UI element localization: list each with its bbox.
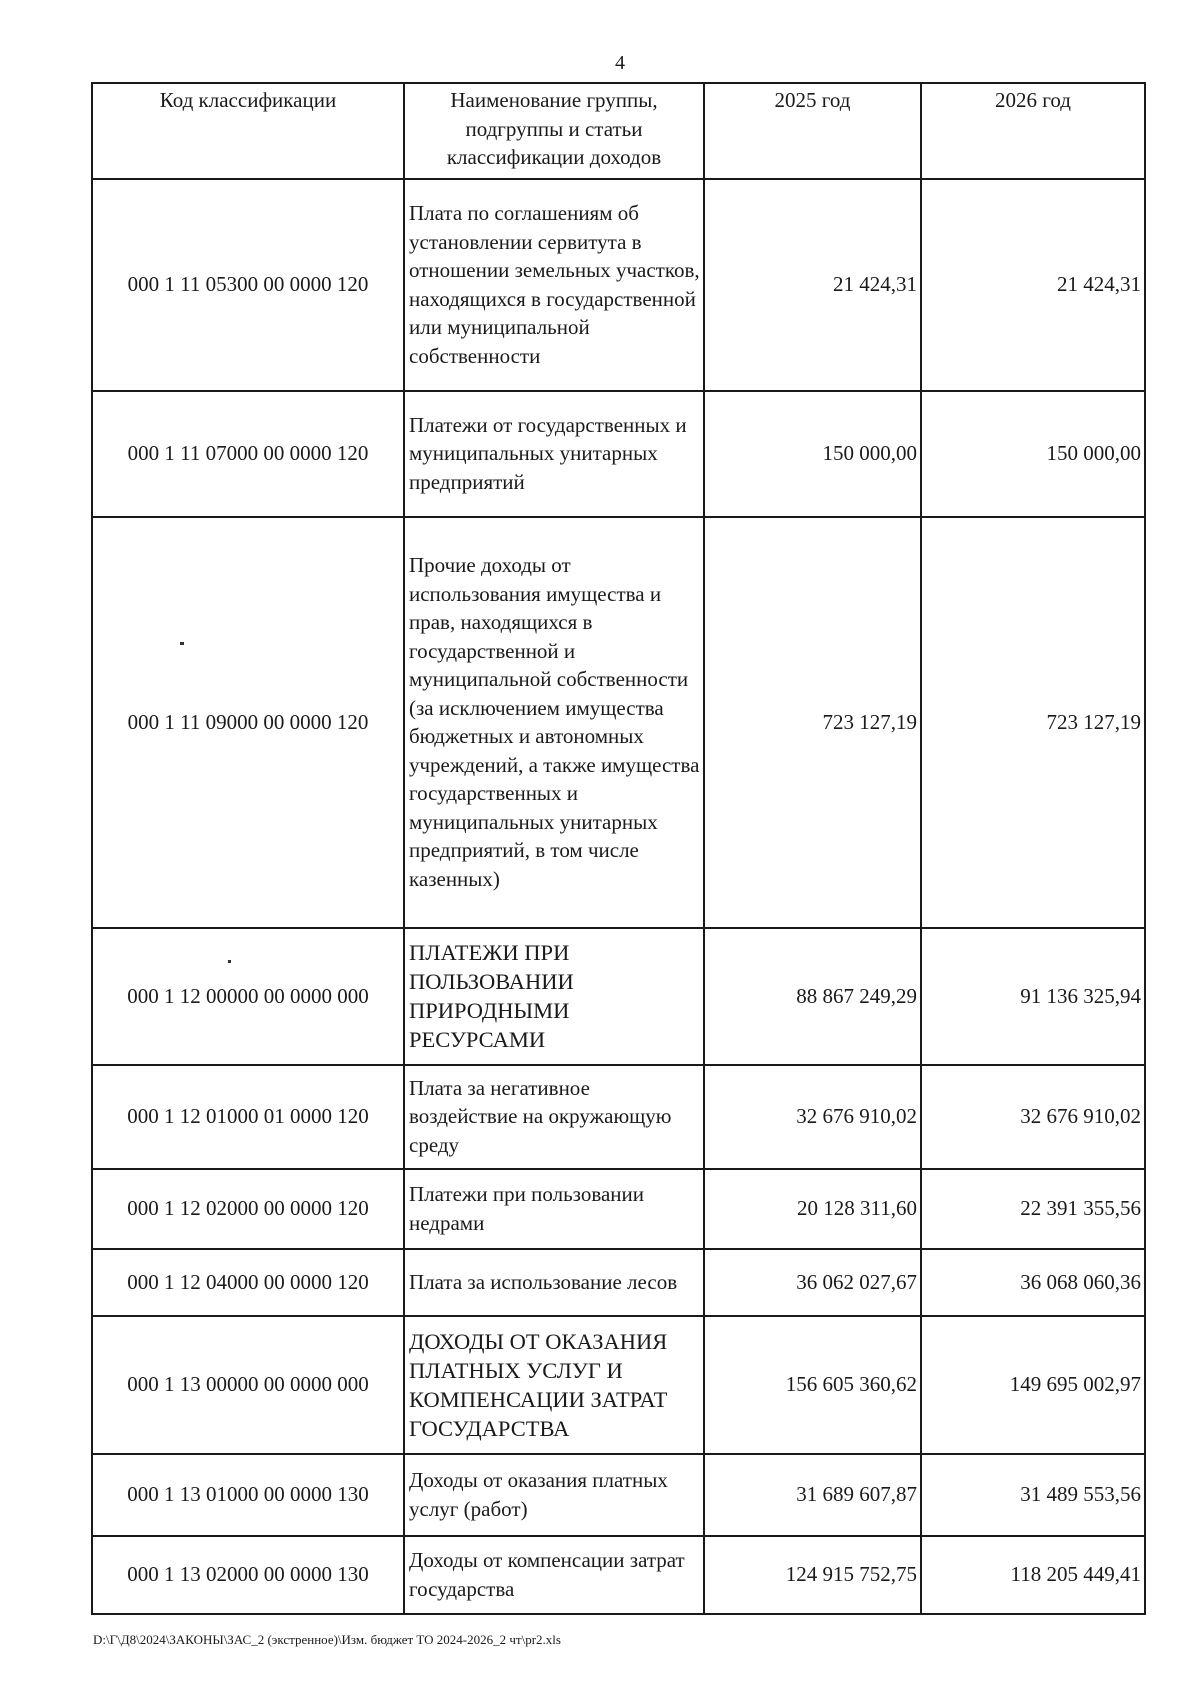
row-name: Платежи при пользовании недрами bbox=[404, 1169, 704, 1249]
table-row bbox=[92, 928, 1145, 1065]
row-code: 000 1 12 00000 00 0000 000 bbox=[92, 928, 404, 1065]
table-row bbox=[92, 179, 1145, 391]
table-row bbox=[92, 1249, 1145, 1316]
row-name: ДОХОДЫ ОТ ОКАЗАНИЯ ПЛАТНЫХ УСЛУГ И КОМПЕНСАЦИИ ЗАТРАТ ГОСУДАРСТВА bbox=[404, 1316, 704, 1454]
table-row bbox=[92, 517, 1145, 928]
header-name: Наименование группы, подгруппы и статьи классификации доходов bbox=[404, 83, 704, 179]
row-value-2025: 36 062 027,67 bbox=[704, 1249, 921, 1316]
row-code: 000 1 12 02000 00 0000 120 bbox=[92, 1169, 404, 1249]
row-value-2025: 20 128 311,60 bbox=[704, 1169, 921, 1249]
row-code: 000 1 13 00000 00 0000 000 bbox=[92, 1316, 404, 1454]
row-value-2025: 32 676 910,02 bbox=[704, 1065, 921, 1169]
row-name: Прочие доходы от использования имущества и прав, находящихся в государственной и муниципальной собственности (за исключением имущества бюджетных и автономных учреждений, а также имущества государственных и муниципальных унитарных предприятий, в том числе казенных) bbox=[404, 517, 704, 928]
header-code: Код классификации bbox=[92, 83, 404, 179]
header-year-2026: 2026 год bbox=[921, 83, 1145, 179]
table-row bbox=[92, 391, 1145, 517]
row-name: Доходы от компенсации затрат государства bbox=[404, 1536, 704, 1614]
scan-speck bbox=[180, 642, 184, 645]
row-value-2026: 31 489 553,56 bbox=[921, 1454, 1145, 1536]
revenue-table bbox=[91, 82, 1146, 1615]
row-code: 000 1 13 01000 00 0000 130 bbox=[92, 1454, 404, 1536]
table-row bbox=[92, 1454, 1145, 1536]
row-code: 000 1 12 04000 00 0000 120 bbox=[92, 1249, 404, 1316]
row-value-2026: 21 424,31 bbox=[921, 179, 1145, 391]
row-value-2026: 91 136 325,94 bbox=[921, 928, 1145, 1065]
row-value-2025: 21 424,31 bbox=[704, 179, 921, 391]
row-value-2026: 150 000,00 bbox=[921, 391, 1145, 517]
row-name: Плата за негативное воздействие на окружающую среду bbox=[404, 1065, 704, 1169]
row-code: 000 1 11 09000 00 0000 120 bbox=[92, 517, 404, 928]
row-name: Доходы от оказания платных услуг (работ) bbox=[404, 1454, 704, 1536]
header-year-2025: 2025 год bbox=[704, 83, 921, 179]
row-code: 000 1 13 02000 00 0000 130 bbox=[92, 1536, 404, 1614]
row-value-2026: 118 205 449,41 bbox=[921, 1536, 1145, 1614]
row-value-2026: 149 695 002,97 bbox=[921, 1316, 1145, 1454]
row-value-2025: 124 915 752,75 bbox=[704, 1536, 921, 1614]
row-value-2026: 723 127,19 bbox=[921, 517, 1145, 928]
row-name: Плата по соглашениям об установлении сервитута в отношении земельных участков, находящихся в государственной или муниципальной собственности bbox=[404, 179, 704, 391]
row-name: Платежи от государственных и муниципальных унитарных предприятий bbox=[404, 391, 704, 517]
table-row bbox=[92, 1316, 1145, 1454]
row-value-2025: 31 689 607,87 bbox=[704, 1454, 921, 1536]
table-row bbox=[92, 1065, 1145, 1169]
row-name: ПЛАТЕЖИ ПРИ ПОЛЬЗОВАНИИ ПРИРОДНЫМИ РЕСУРСАМИ bbox=[404, 928, 704, 1065]
row-value-2025: 156 605 360,62 bbox=[704, 1316, 921, 1454]
file-path-footer: D:\Г\Д8\2024\ЗАКОНЫ\ЗАС_2 (экстренное)\Изм. бюджет ТО 2024-2026_2 чт\pr2.xls bbox=[93, 1632, 561, 1647]
table-header-row bbox=[92, 83, 1145, 179]
row-value-2025: 150 000,00 bbox=[704, 391, 921, 517]
page-number: 4 bbox=[615, 52, 625, 74]
scan-speck bbox=[228, 960, 231, 963]
table-row bbox=[92, 1169, 1145, 1249]
row-code: 000 1 11 07000 00 0000 120 bbox=[92, 391, 404, 517]
row-code: 000 1 11 05300 00 0000 120 bbox=[92, 179, 404, 391]
table-row bbox=[92, 1536, 1145, 1614]
row-value-2026: 22 391 355,56 bbox=[921, 1169, 1145, 1249]
row-name: Плата за использование лесов bbox=[404, 1249, 704, 1316]
row-value-2025: 723 127,19 bbox=[704, 517, 921, 928]
row-code: 000 1 12 01000 01 0000 120 bbox=[92, 1065, 404, 1169]
row-value-2025: 88 867 249,29 bbox=[704, 928, 921, 1065]
row-value-2026: 36 068 060,36 bbox=[921, 1249, 1145, 1316]
row-value-2026: 32 676 910,02 bbox=[921, 1065, 1145, 1169]
